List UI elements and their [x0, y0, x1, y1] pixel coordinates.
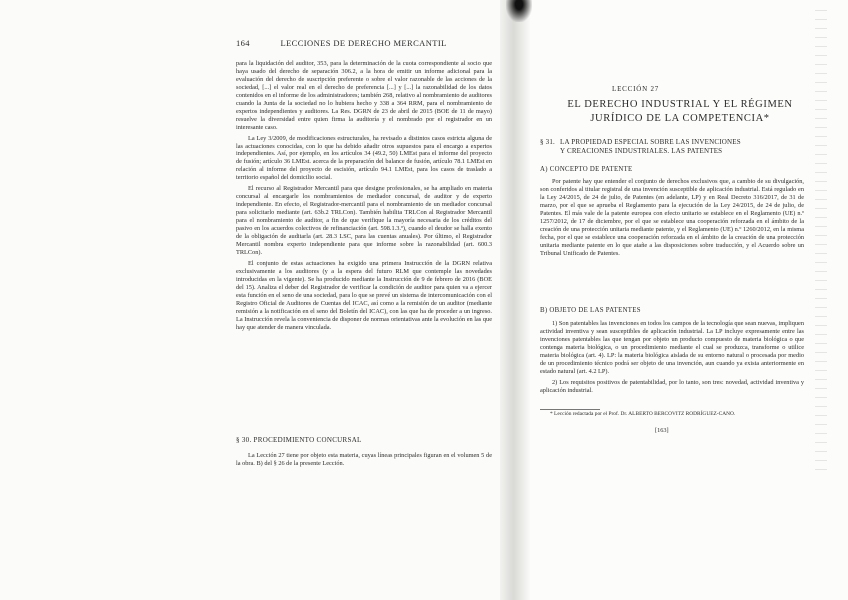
section-30-text: La Lección 27 tiene por objeto esta materia, cuyas líneas principales figuran en el volumen 5 de la obra. B) del § 26 de la presente Lección. [236, 452, 492, 467]
footnote: * Lección redactada por el Prof. Dr. ALBERTO BERCOVITZ RODRÍGUEZ-CANO. [550, 411, 736, 417]
scan-artifact [506, 0, 532, 22]
left-running-head [236, 38, 447, 48]
book-spine [500, 0, 530, 600]
right-folio: [163] [655, 427, 669, 434]
left-running-title: LECCIONES DE DERECHO MERCANTIL [280, 38, 447, 48]
subsection-b-paragraph-2: 2) Los requisitos positivos de patentabilidad, por lo tanto, son tres: novedad, actividad inventiva y aplicación industrial. [540, 378, 804, 394]
left-paragraph-2: La Ley 3/2009, de modificaciones estructurales, ha revisado a distintos casos estricta alguna de las actuaciones conocidas, con lo que ha debido añadir otros supuestos para el encargo a expertos independientes. Así, por ejemplo, en los artículos 34 (49.2, 50) LMEst para el informe del proyecto de fusión; artículo 36 LMEst. acerca de la preparación del balance de fusión, artículo 78.1 LMEst en relación al informe del proyecto de escisión, artículo 94.1 LMEst, para los casos de traslado a territorio español del domicilio social. [236, 134, 492, 182]
subsection-b-heading: B) OBJETO DE LAS PATENTES [540, 307, 641, 314]
left-paragraph-3: El recurso al Registrador Mercantil para que designe profesionales, se ha ampliado en materia concursal al encargarle los nombramientos de mediador concursal, de auditor y de experto independiente. En efecto, el Registrador-mercantil para el nombramiento de un mediador concursal para solicitarlo mediante (art. 63b.2 TRLCon). También habilita TRLCon al Registrador Mercantil para el nombramiento de auditor, a fin de que verifique la mayoría necesaria de los créditos del pasivo en los acuerdos colectivos de refinanciación (art. 598.1.3.º), cuando el deudor se halla exento de la obligación de auditarla (art. 28.3 LSC, para las cuentas anuales). Por último, el Registrador Mercantil nombra experto independiente para que informe sobre la razonabilidad (art. 600.3 TRLCon). [236, 185, 492, 256]
subsection-b-paragraph-1: 1) Son patentables las invenciones en todos los campos de la tecnología que sean nuevas, impliquen actividad inventiva y sean susceptibles de aplicación industrial. La LP incluye expresamente entre las invenciones patentables las que tengan por objeto un producto compuesto de materia biológica o que contenga materia biológica, o un procedimiento mediante el cual se produzca, transforme o utilice materia biológica (art. 4). LP: la materia biológica aislada de su entorno natural o procesada por medio de un procedimiento técnico podrá ser objeto de una invención, aun cuando ya exista anteriormente en estado natural (art. 4.2 LP). [540, 320, 804, 375]
section-30-heading: § 30. PROCEDIMIENTO CONCURSAL [236, 436, 362, 444]
left-paragraph-1: para la liquidación del auditor, 353, para la determinación de la cuota correspondiente al socio que haya usado del derecho de separación 306.2, a la hora de emitir un informe adicional para la evaluación del derecho de suscripción preferente o sobre el valor razonable de las acciones de la sociedad, [...] el valor real en el derecho de preferencia [...] y [...] la razonabilidad de los datos contenidos en el informe de los administradores; también 268, relativo al nombramiento de auditores cuando la Junta de la sociedad no lo hubiera hecho y 338 a 364 RRM, para el nombramiento de expertos independientes y auditores. La Res. DGRN de 23 de abril de 2015 (BOE de 11 de mayo) resuelve la diversidad entre quien firma la auditoría y el nombrado por el registrador en un interesante caso. [236, 60, 492, 131]
footnote-rule [540, 409, 600, 410]
subsection-a-heading: A) CONCEPTO DE PATENTE [540, 166, 633, 173]
section-31-title-line-2: Y CREACIONES INDUSTRIALES. LAS PATENTES [560, 147, 723, 155]
right-page [512, 0, 848, 600]
left-body-text [236, 60, 492, 334]
section-31-number: § 31. [540, 138, 555, 146]
left-page-number: 164 [236, 38, 250, 48]
right-margin-artifact [815, 10, 827, 470]
subsection-a-paragraph: Por patente hay que entender el conjunto de derechos exclusivos que, a cambio de su divulgación, son conferidos al titular registral de una invención susceptible de aplicación industrial. Está regulado en la Ley 24/2015, de 24 de julio, de Patentes (en adelante, LP) y en Real Decreto 316/2017, de 31 de marzo, por el que se aprueba el Reglamento para la ejecución de la Ley 24/2015, de 24 de julio, de Patentes. El más vale de la patente europea con efecto unitario se establece en el Reglamento (UE) n.º 1257/2012, de 17 de diciembre, por el que se establece una cooperación reforzada en el ámbito de la creación de una protección unitaria mediante patente, y el Reglamento (UE) n.º 1260/2012, en la misma fecha, por el que se establece una cooperación reforzada en el ámbito de la creación de una protección unitaria mediante patente en lo que atañe a las disposiciones sobre traducción, y el Acuerdo sobre un Tribunal Unificado de Patentes. [540, 178, 804, 257]
section-30-body [236, 452, 492, 468]
subsection-b-body [540, 320, 804, 398]
subsection-a-body [540, 178, 804, 261]
left-paragraph-4: El conjunto de estas actuaciones ha exigido una primera Instrucción de la DGRN relativa exclusivamente a los auditores (y a la espera del futuro RLM que contemple las novedades introducidas en la vigente). Se ha producido mediante la Instrucción de 9 de febrero de 2016 (BOE del 15). Analiza el deber del Registrador de verificar la condición de auditor para quien va a ejercer esta función en el seno de una sociedad, para lo que se prevé un sistema de intercomunicación con el Registro Oficial de Auditores de Cuentas del ICAC, así como a la remisión de un auditor (mediante remisión a la notificación en el seno del Boletín del ICAC), con las que ha de proceder a un ingreso. La Instrucción revela la conveniencia de disponer de normas orientativas ante la evolución en las que hay que atender de manera vinculada. [236, 259, 492, 331]
section-31-heading [540, 138, 810, 156]
lesson-label: LECCIÓN 27 [612, 85, 660, 93]
section-31-title-line-1: LA PROPIEDAD ESPECIAL SOBRE LAS INVENCIONES [560, 138, 741, 146]
lesson-title: EL DERECHO INDUSTRIAL Y EL RÉGIMEN JURÍDICO DE LA COMPETENCIA* [567, 99, 793, 124]
